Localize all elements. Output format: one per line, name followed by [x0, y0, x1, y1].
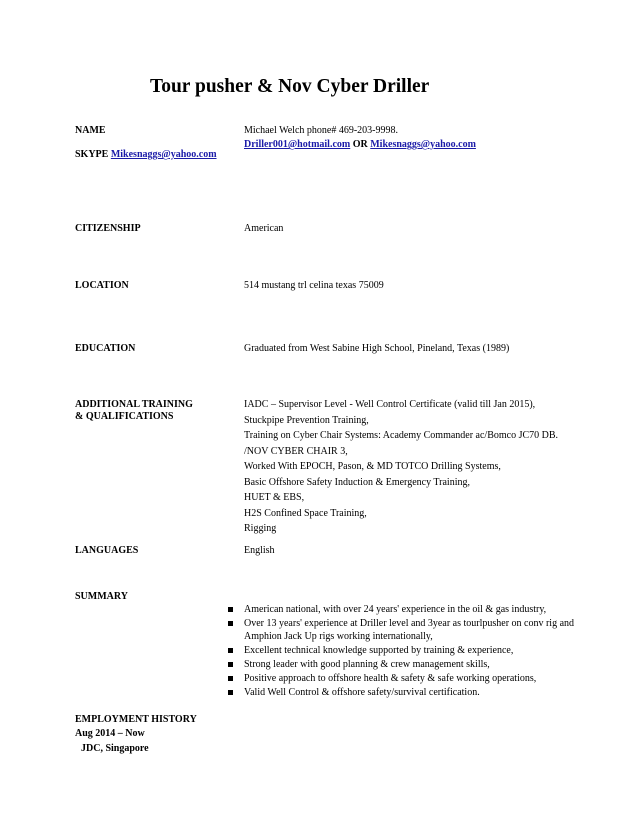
- education-label: EDUCATION: [75, 343, 136, 354]
- bullet-square-icon: [228, 607, 233, 612]
- summary-bullet: American national, with over 24 years' experience in the oil & gas industry,: [228, 604, 574, 617]
- summary-label: SUMMARY: [75, 591, 128, 602]
- training-item: Stuckpipe Prevention Training,: [244, 414, 369, 426]
- training-label: [75, 397, 193, 424]
- summary-bullet: Positive approach to offshore health & safety & safe working operations,: [228, 673, 574, 686]
- training-item: /NOV CYBER CHAIR 3,: [244, 445, 348, 457]
- summary-bullet: Valid Well Control & offshore safety/survival certification.: [228, 687, 574, 700]
- location-label: LOCATION: [75, 280, 129, 291]
- bullet-square-icon: [228, 676, 233, 681]
- training-item: HUET & EBS,: [244, 492, 305, 503]
- bullet-square-icon: [228, 662, 233, 667]
- email-yahoo-link[interactable]: Mikesnaggs@yahoo.com: [370, 139, 476, 150]
- education-value: Graduated from West Sabine High School, Pineland, Texas (1989): [244, 343, 510, 354]
- location-value: 514 mustang trl celina texas 75009: [244, 280, 384, 291]
- languages-value: English: [244, 545, 275, 556]
- name-value: Michael Welch phone# 469-203-9998.: [244, 125, 398, 136]
- summary-bullet: Over 13 years' experience at Driller level and 3year as tourlpusher on conv rig and Amphion Jack Up rigs working internationally,: [228, 618, 574, 643]
- employment-date: Aug 2014 – Now: [75, 728, 145, 739]
- employment-company: JDC, Singapore: [81, 743, 149, 754]
- email-line: [244, 139, 476, 150]
- bullet-square-icon: [228, 648, 233, 653]
- bullet-square-icon: [228, 690, 233, 695]
- skype-link[interactable]: Mikesnaggs@yahoo.com: [110, 149, 217, 160]
- training-item: H2S Confined Space Training,: [244, 507, 367, 519]
- summary-bullet: Excellent technical knowledge supported by training & experience,: [228, 645, 574, 658]
- training-item: Rigging: [244, 523, 277, 534]
- training-item: Basic Offshore Safety Induction & Emergency Training,: [244, 476, 470, 488]
- skype-label: SKYPE: [75, 149, 109, 160]
- or-text: OR: [352, 139, 368, 150]
- summary-list: [228, 604, 574, 701]
- skype-row: [75, 149, 217, 160]
- citizenship-label: CITIZENSHIP: [75, 223, 141, 234]
- email-hotmail-link[interactable]: Driller001@hotmail.com: [244, 139, 351, 150]
- training-item: Training on Cyber Chair Systems: Academy Commander ac/Bomco JC70 DB.: [244, 430, 559, 441]
- training-item: Worked With EPOCH, Pason, & MD TOTCO Drilling Systems,: [244, 461, 501, 472]
- training-list: [244, 397, 558, 537]
- training-item: IADC – Supervisor Level - Well Control Certificate (valid till Jan 2015),: [244, 399, 536, 410]
- bullet-square-icon: [228, 621, 233, 626]
- languages-label: LANGUAGES: [75, 545, 139, 556]
- training-label-line2: & QUALIFICATIONS: [75, 410, 174, 422]
- citizenship-value: American: [244, 223, 284, 234]
- summary-bullet: Strong leader with good planning & crew management skills,: [228, 659, 574, 672]
- resume-title: Tour pusher & Nov Cyber Driller: [150, 76, 430, 97]
- name-label: NAME: [75, 125, 106, 136]
- training-label-line1: ADDITIONAL TRAINING: [75, 399, 193, 410]
- employment-label: EMPLOYMENT HISTORY: [75, 714, 197, 725]
